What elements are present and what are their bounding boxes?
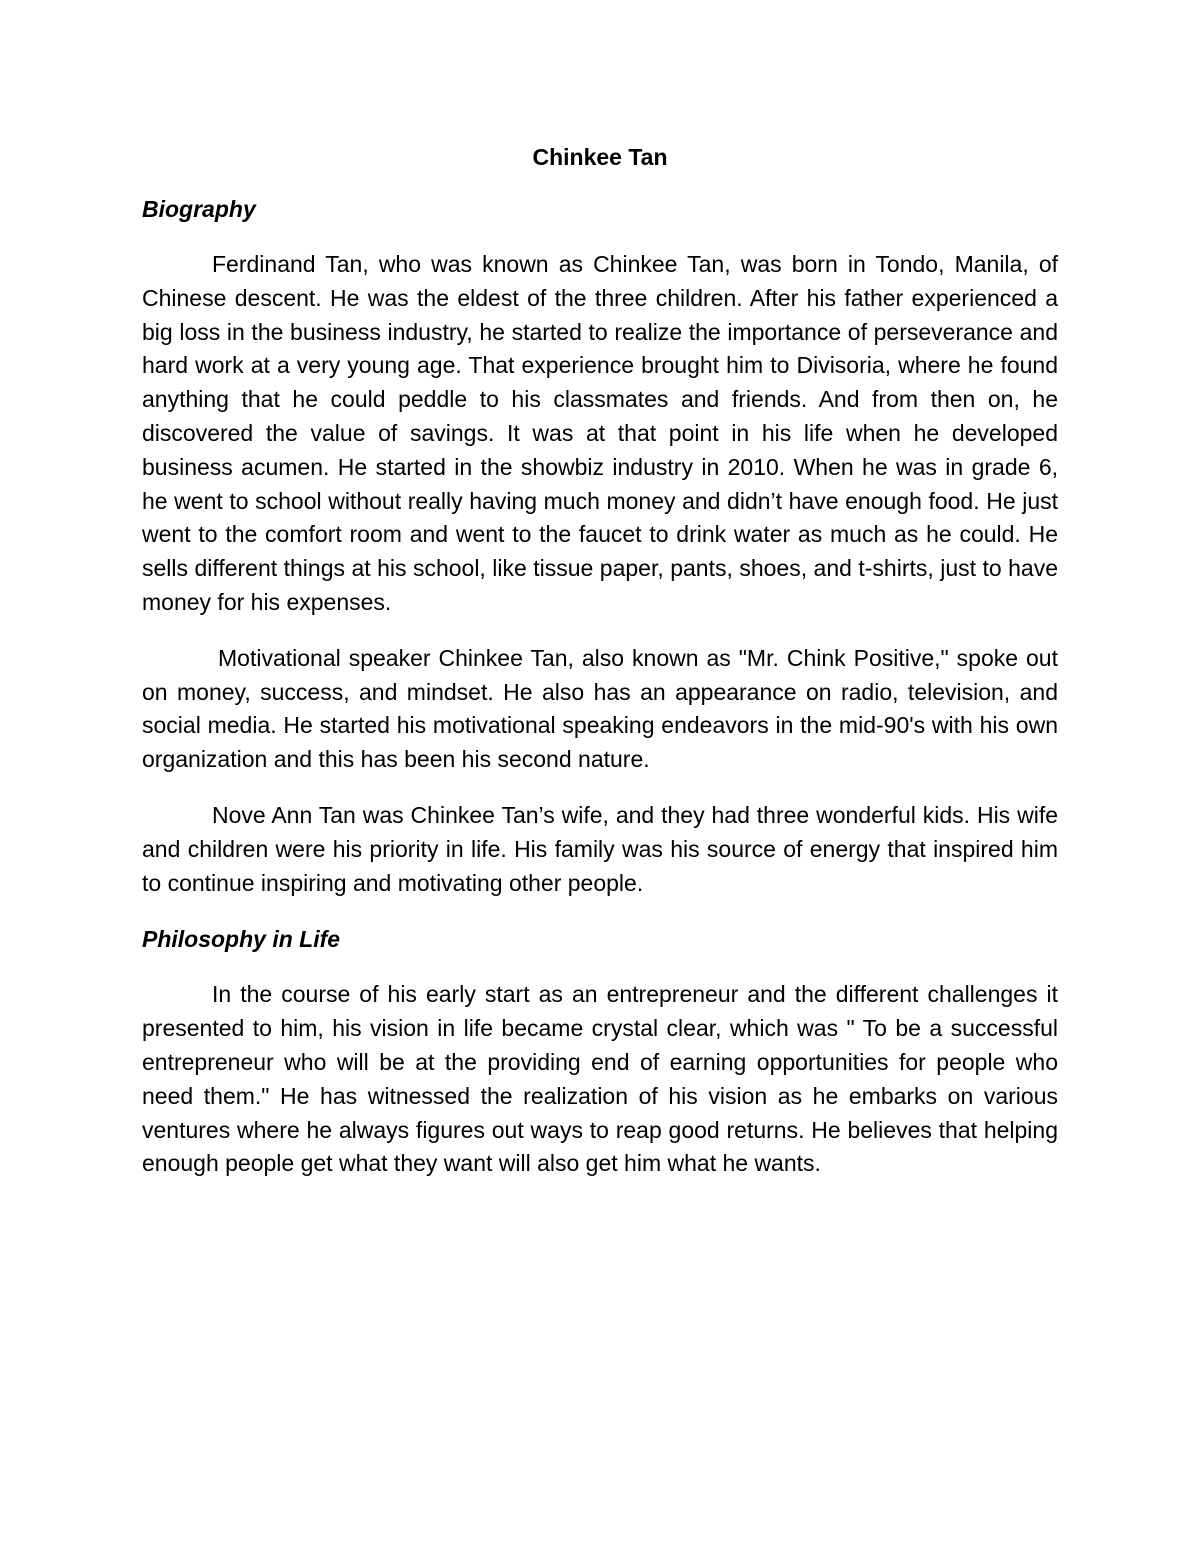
document-body: [142, 140, 1058, 1203]
biography-paragraph-speaker: Motivational speaker Chinkee Tan, also known as "Mr. Chink Positive," spoke out on money, success, and mindset. He also has an appearance on radio, television, and social media. He started his motivational speaking endeavors in the mid-90's with his own organization and this has been his second nature.: [142, 644, 1058, 773]
document-title: Chinkee Tan: [532, 144, 668, 170]
philosophy-paragraph: In the course of his early start as an entrepreneur and the different challenges it presented to him, his vision in life became crystal clear, which was " To be a successful entrepreneur who will be at the providing end of earning opportunities for people who need them." He has witnessed the realization of his vision as he embarks on various ventures where he always figures out ways to reap good returns. He believes that helping enough people get what they want will also get him what he wants.: [142, 981, 1058, 1177]
section-heading-philosophy: Philosophy in Life: [142, 926, 341, 953]
biography-paragraph-family: Nove Ann Tan was Chinkee Tan’s wife, and they had three wonderful kids. His wife and children were his priority in life. His family was his source of energy that inspired him to continue inspiring and motivating other people.: [142, 801, 1058, 896]
biography-paragraph-early-life: Ferdinand Tan, who was known as Chinkee Tan, was born in Tondo, Manila, of Chinese descent. He was the eldest of the three children. After his father experienced a big loss in the business industry, he started to realize the importance of perseverance and hard work at a very young age. That experience brought him to Divisoria, where he found anything that he could peddle to his classmates and friends. And from then on, he discovered the value of savings. It was at that point in his life when he developed business acumen. He started in the showbiz industry in 2010. When he was in grade 6, he went to school without really having much money and didn’t have enough food. He just went to the comfort room and went to the faucet to drink water as much as he could. He sells different things at his school, like tissue paper, pants, shoes, and t-shirts, just to have money for his expenses.: [142, 251, 1058, 615]
section-heading-biography: Biography: [142, 196, 256, 222]
